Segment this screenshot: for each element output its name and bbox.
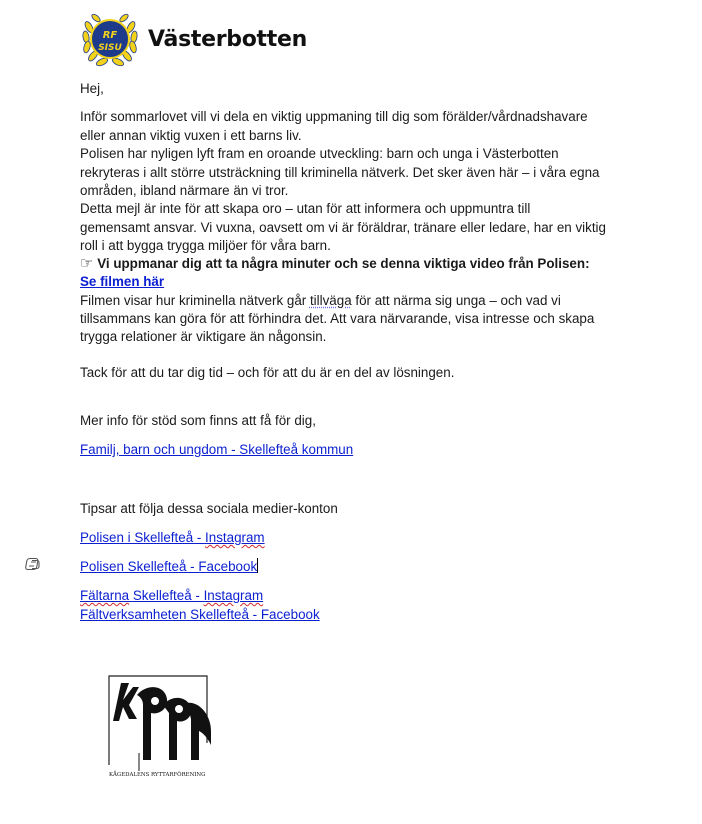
club-logo-caption: KÅGEDALENS RYTTARFÖRENING [109,772,206,778]
paragraph-line: gemensamt ansvar. Vi vuxna, oavsett om vi är föräldrar, tränare eller ledare, har en viktig [80,220,606,235]
greeting: Hej, [80,81,104,96]
logo-text: Västerbotten [148,26,307,52]
paragraph-line: Inför sommarlovet vill vi dela en viktig uppmaning till dig som förälder/vårdnadshavare [80,109,588,124]
copilot-icon[interactable] [24,557,41,571]
paragraph-line: eller annan viktig vuxen i ett barns liv. [80,128,302,143]
pointing-hand-icon: ☞ [80,255,94,272]
video-callout [80,255,590,273]
grammar-flagged-word[interactable]: tillväga [309,293,352,308]
rf-sisu-vasterbotten-logo [80,9,307,69]
callout-text: Vi uppmanar dig att ta några minuter och se denna viktiga video från Polisen: [97,256,590,271]
paragraph-line: områden, ibland närmare än vi tror. [80,183,289,198]
text-cursor [257,558,258,573]
social-intro: Tipsar att följa dessa sociala medier-konton [80,501,338,516]
video-link-line [80,273,164,291]
social-link-faltarna-instagram[interactable] [80,588,263,603]
paragraph-line: trygga relationer är viktigare än någonsin. [80,329,327,344]
thanks-line: Tack för att du tar dig tid – och för att du är en del av lösningen. [80,365,455,380]
paragraph-line [80,292,561,310]
spelling-flagged-word: Instagram [205,530,265,545]
paragraph-line: tillsammans kan göra för att förhindra det. Att vara närvarande, visa intresse och skapa [80,311,595,326]
text-segment: för att närma sig unga – och vad vi [351,293,561,308]
rf-sisu-emblem-icon [80,9,140,69]
video-link[interactable]: Se filmen här [80,274,165,289]
social-link-line [80,587,263,605]
link-text: Skellefteå - [129,588,204,603]
social-link-polisen-instagram[interactable] [80,530,265,545]
social-link-line [80,558,258,576]
support-intro: Mer info för stöd som finns att få för dig, [80,413,316,428]
text-segment: Filmen visar hur kriminella nätverk går [80,293,310,308]
social-link-faltverksamheten-facebook[interactable]: Fältverksamheten Skellefteå - Facebook [80,607,320,622]
social-link-polisen-facebook[interactable]: Polisen Skellefteå - Facebook [80,559,258,574]
svg-text:SISU: SISU [98,43,122,53]
svg-text:RF: RF [102,30,118,41]
paragraph-line: Polisen har nyligen lyft fram en oroande utveckling: barn och unga i Västerbotten [80,146,559,161]
social-link-line [80,606,320,624]
paragraph-line: rekryteras i allt större utsträckning till kriminella nätverk. Det sker även här – i våra egna [80,165,600,180]
spelling-flagged-word: Instagram [203,588,264,603]
paragraph-line: roll i att bygga trygga miljöer för våra barn. [80,238,331,253]
paragraph-line: Detta mejl är inte för att skapa oro – utan för att informera och uppmuntra till [80,201,531,216]
social-link-line [80,529,265,547]
spelling-flagged-word: Fältarna [80,588,130,603]
support-link[interactable]: Familj, barn och ungdom - Skellefteå kommun [80,442,354,457]
link-text: Polisen i Skellefteå - [80,530,206,545]
support-link-line [80,441,353,459]
kagedalens-ryttarforening-logo [107,675,213,780]
